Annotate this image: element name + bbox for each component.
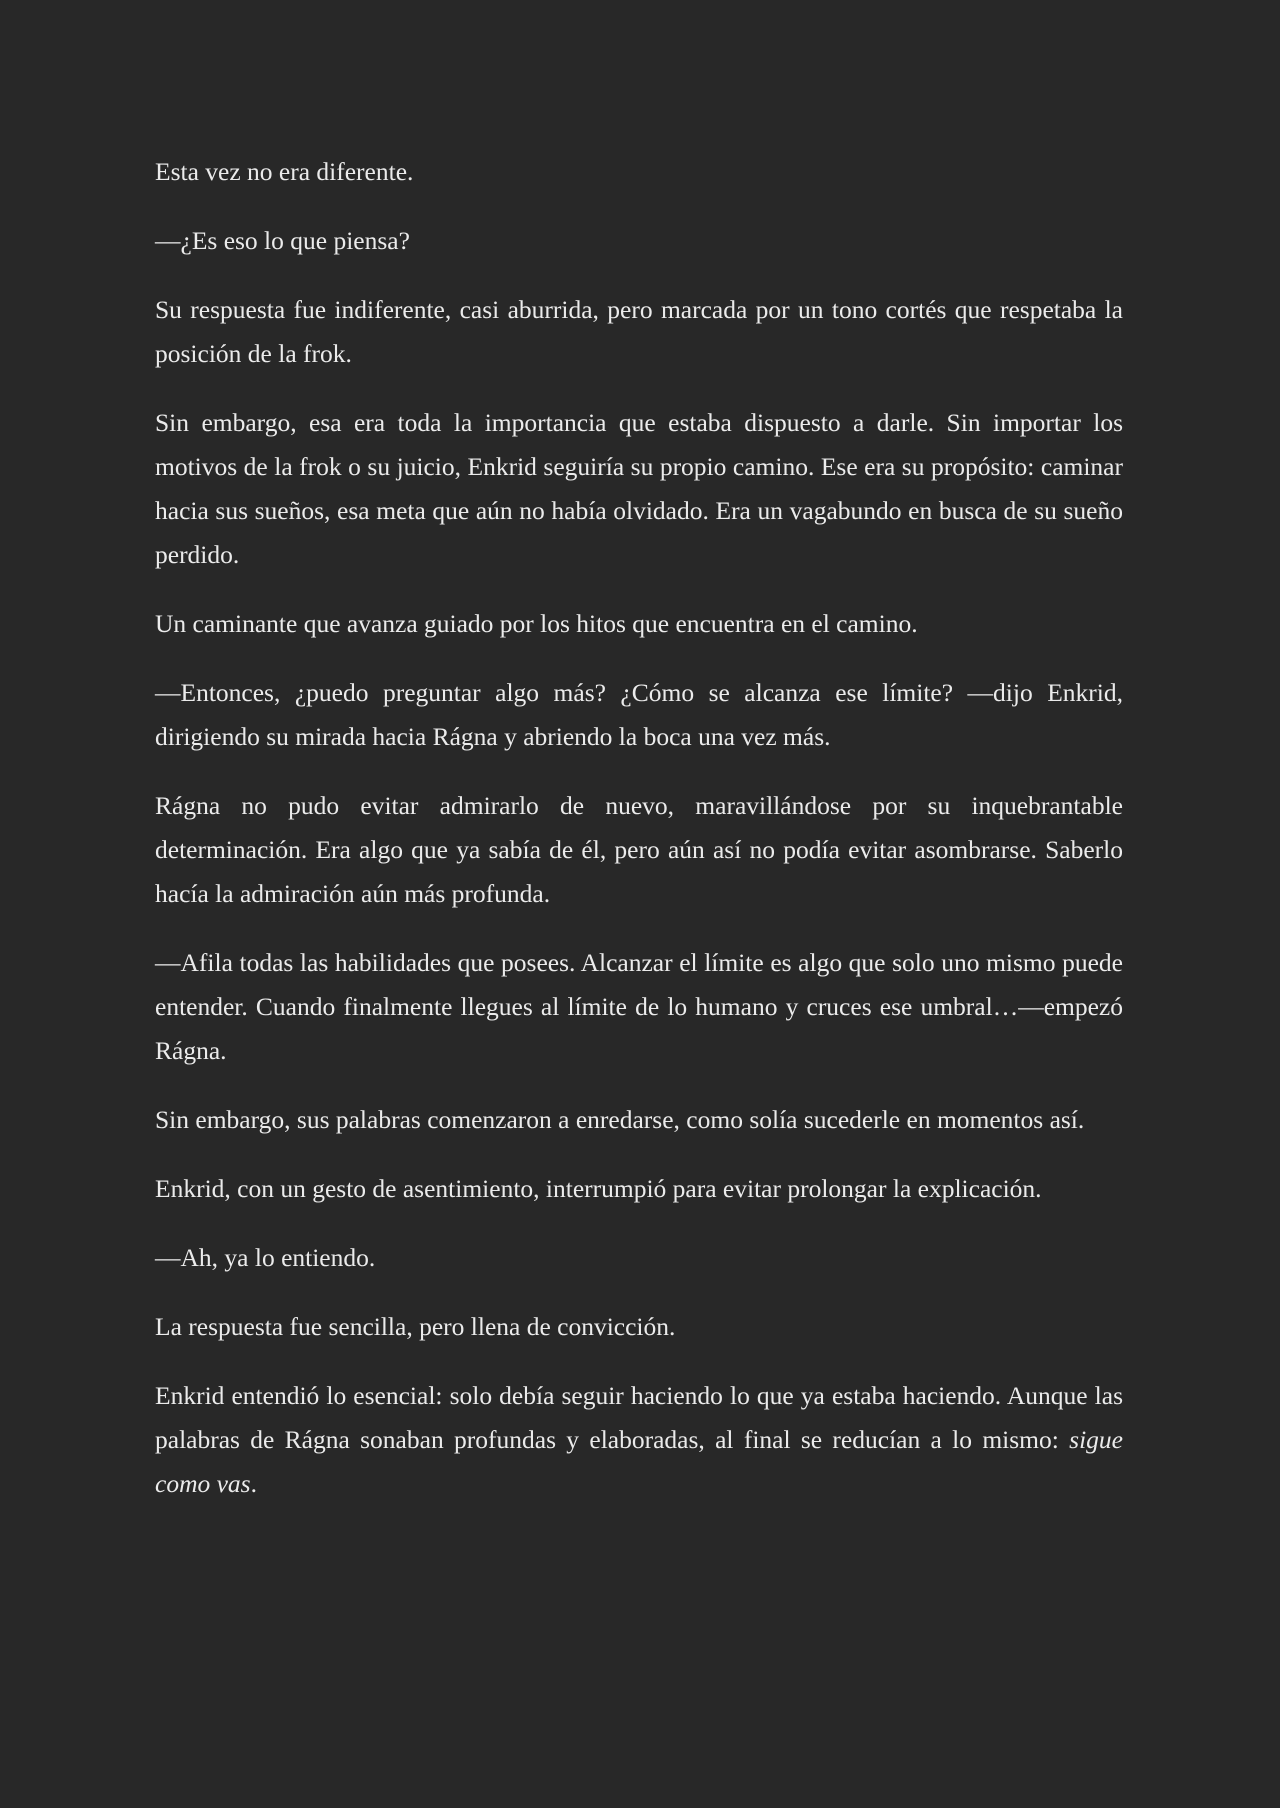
paragraph: —¿Es eso lo que piensa?	[155, 226, 410, 255]
paragraph: Sin embargo, esa era toda la importancia que estaba dispuesto a darle. Sin importar los motivos de la frok o su juicio, Enkrid seguiría su propio camino. Ese era su propósito: caminar hacia sus sueños, esa meta que aún no había olvidado. Era un vagabundo en busca de su sueño perdido.	[155, 408, 1123, 569]
paragraph: —Ah, ya lo entiendo.	[155, 1243, 376, 1272]
paragraph: —Afila todas las habilidades que posees. Alcanzar el límite es algo que solo uno mismo puede entender. Cuando finalmente llegues al límite de lo humano y cruces ese umbral…—empezó Rágna.	[155, 948, 1123, 1065]
paragraph: Sin embargo, sus palabras comenzaron a enredarse, como solía sucederle en momentos así.	[155, 1105, 1085, 1134]
paragraph-last	[155, 1374, 1123, 1506]
reader-page	[155, 150, 1123, 1531]
paragraph: Enkrid, con un gesto de asentimiento, interrumpió para evitar prolongar la explicación.	[155, 1174, 1042, 1203]
paragraph-last-end: .	[250, 1469, 257, 1498]
paragraph-last-italic: sigue como vas	[155, 1425, 1123, 1498]
paragraph: Esta vez no era diferente.	[155, 157, 414, 186]
paragraph: Un caminante que avanza guiado por los hitos que encuentra en el camino.	[155, 609, 918, 638]
paragraph: La respuesta fue sencilla, pero llena de convicción.	[155, 1312, 676, 1341]
paragraph-last-text: Enkrid entendió lo esencial: solo debía seguir haciendo lo que ya estaba haciendo. Aunque las palabras de Rágna sonaban profundas y elaboradas, al final se reducían a lo mismo:	[155, 1381, 1123, 1454]
paragraph: Rágna no pudo evitar admirarlo de nuevo, maravillándose por su inquebrantable determinación. Era algo que ya sabía de él, pero aún así no podía evitar asombrarse. Saberlo hacía la admiración aún más profunda.	[155, 791, 1123, 908]
paragraph: Su respuesta fue indiferente, casi aburrida, pero marcada por un tono cortés que respetaba la posición de la frok.	[155, 295, 1123, 368]
paragraph: —Entonces, ¿puedo preguntar algo más? ¿Cómo se alcanza ese límite? —dijo Enkrid, dirigiendo su mirada hacia Rágna y abriendo la boca una vez más.	[155, 678, 1123, 751]
